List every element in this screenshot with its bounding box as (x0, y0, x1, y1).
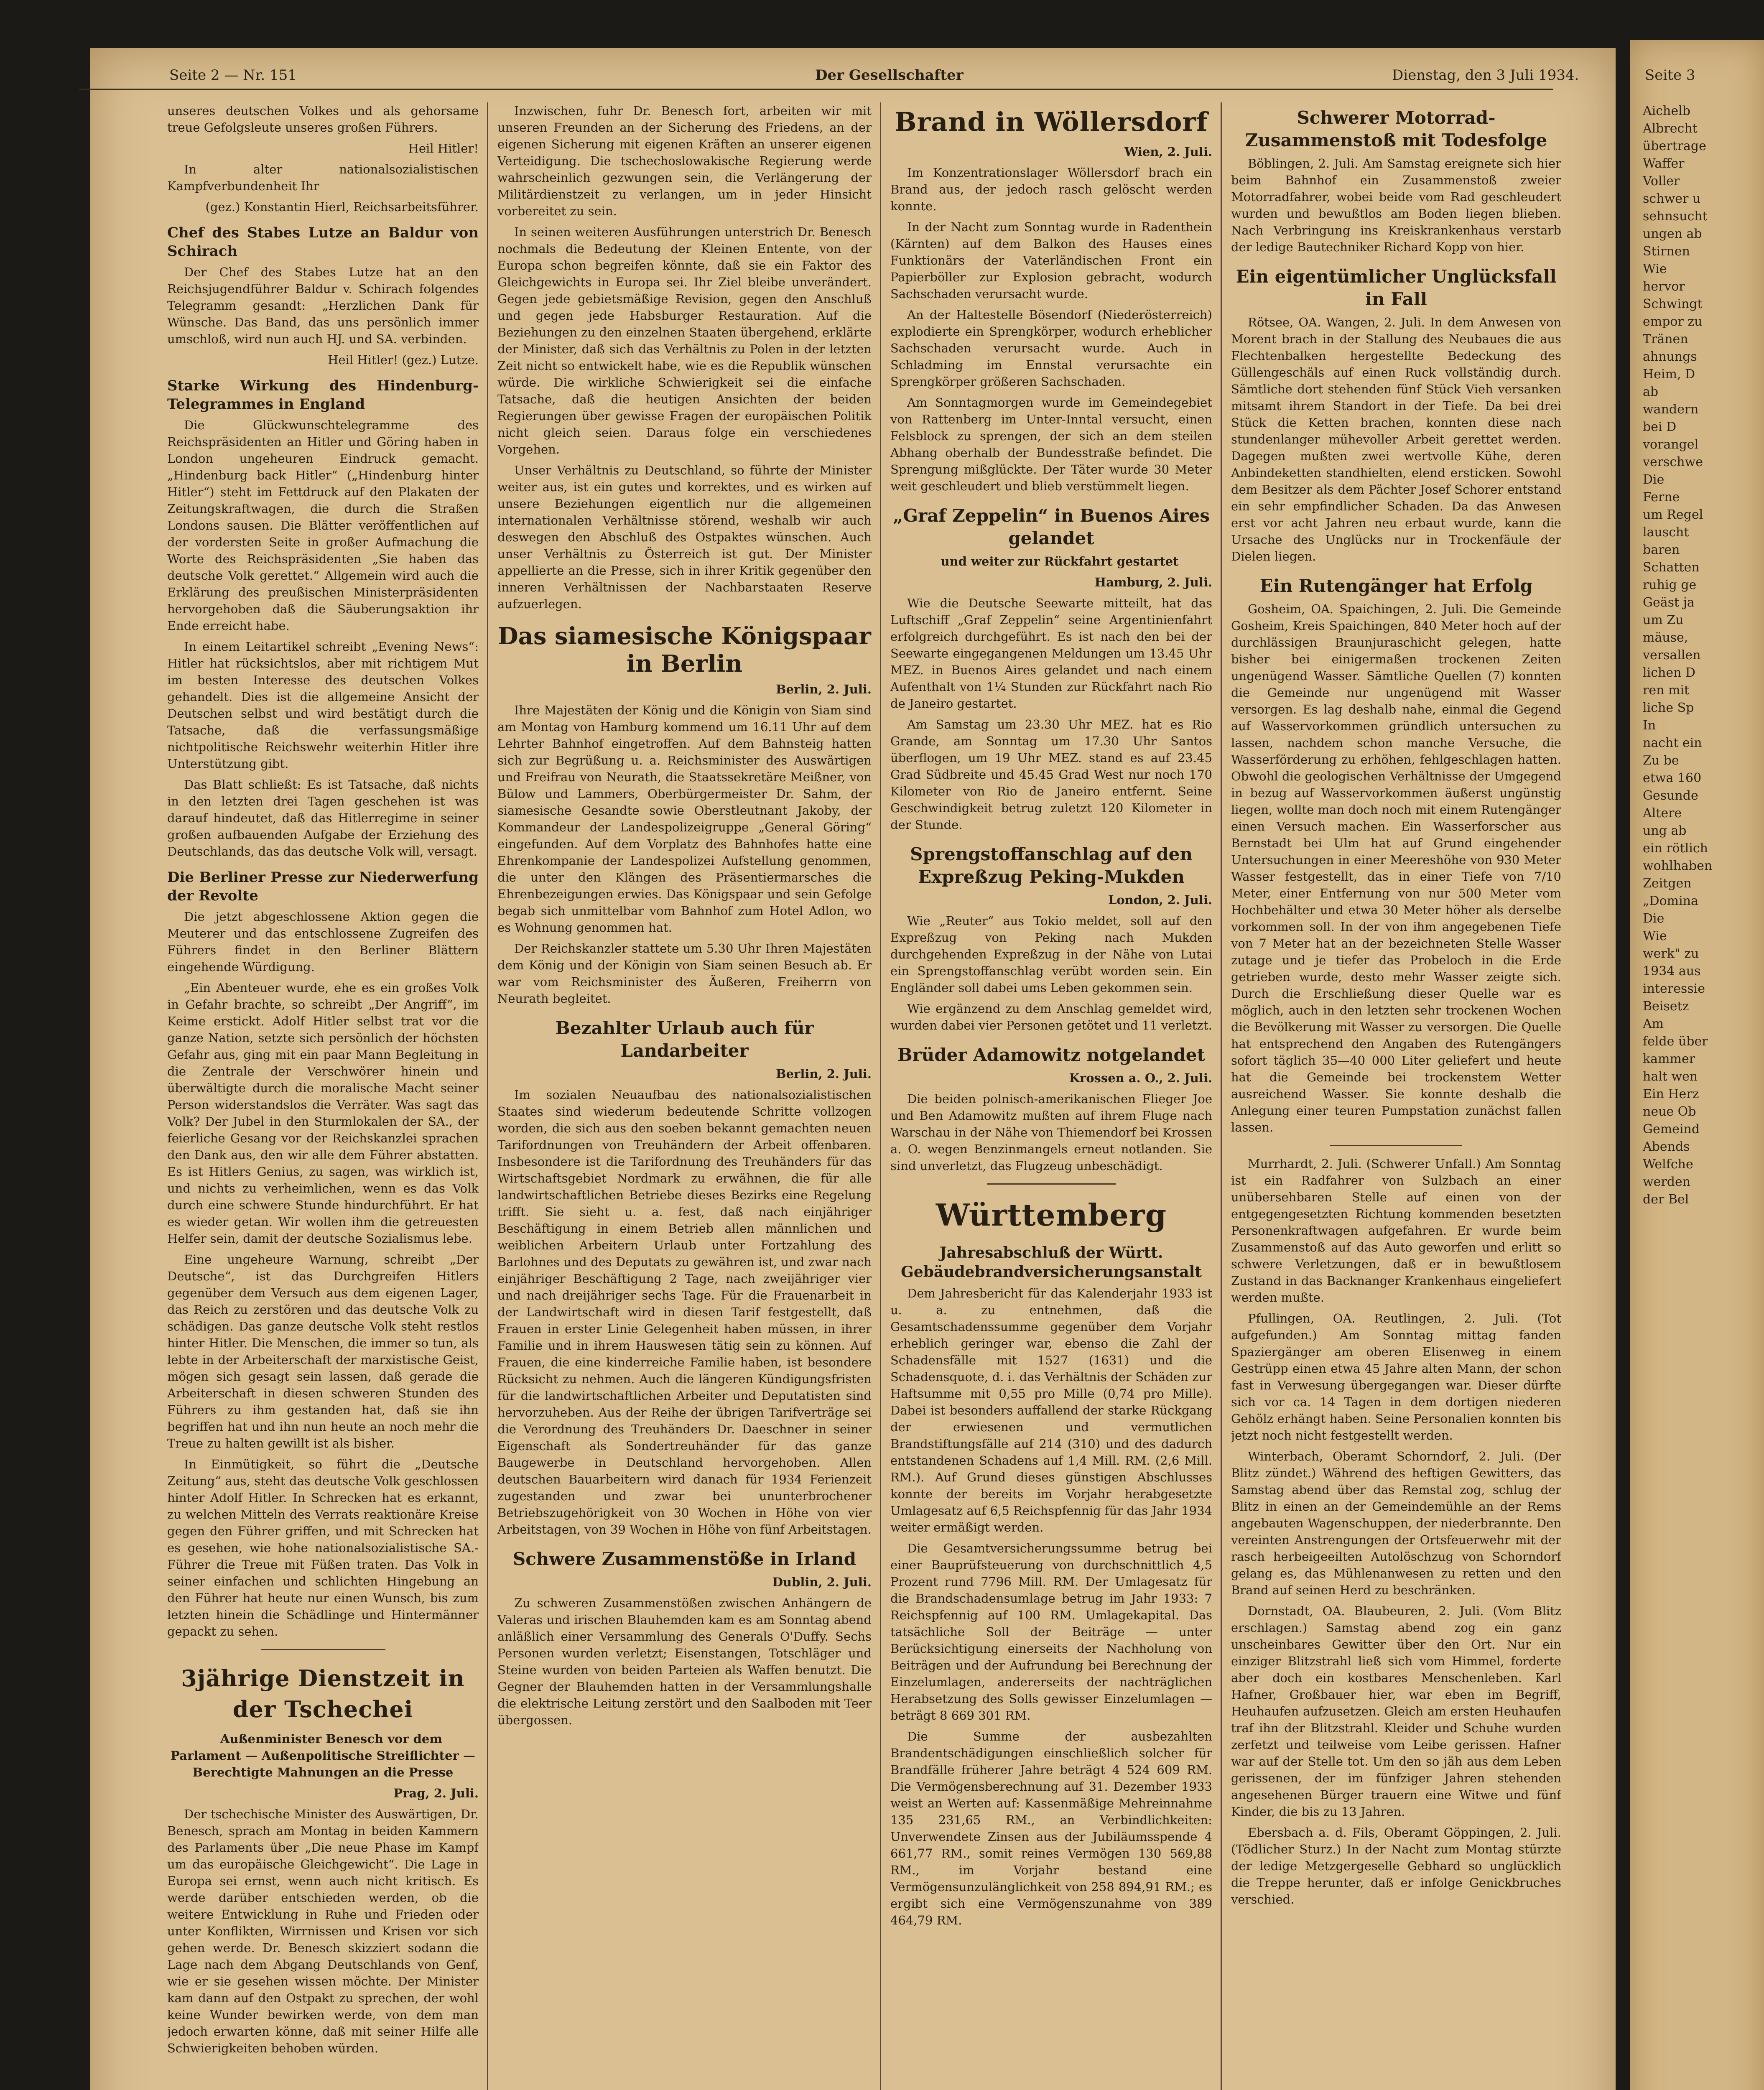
next-page-fragment: „Domina (1643, 894, 1698, 908)
article-text: Dem Jahresbericht für das Kalenderjahr 1933 ist u. a. zu entnehmen, daß die Gesamtschadenssumme gegenüber dem Vorjahr erheblich geringer war, ebenso die Zahl der Schadensfälle mit 1527 (1631) und die Schadensquote, d. i. das Verhältnis der Schäden zur Haftsumme mit 0,55 pro Mille (0,74 pro Mille). Dabei ist besonders auffallend der starke Rückgang der erwiesenen und vermutlichen Brandstiftungsfälle auf 214 (310) und des dadurch entstandenen Schadens auf 1,4 Mill. RM. (2,6 Mill. RM.). Auf Grund dieses günstigen Abschlusses konnte der bereits im Vorjahr herabgesetzte Umlagesatz auf 6,5 Reichspfennig für das Jahr 1934 weiter ermäßigt werden. (890, 1286, 1212, 1534)
column-3 (890, 102, 1212, 2090)
article-text: Gosheim, OA. Spaichingen, 2. Juli. Die Gemeinde Gosheim, Kreis Spaichingen, 840 Meter hoch auf der durchlässigen Braunjuraschicht gelegen, hatte bisher bei einigermaßen trockenen Zeiten ungenügend Wasser. Sämtliche Quellen (7) konnten die Gemeinde nur ungenügend mit Wasser versorgen. Es lag deshalb nahe, einmal die Gegend auf Wasservorkommen gründlich untersuchen zu lassen, nachdem schon manche Versuche, die Wasserförderung zu erhöhen, fehlgeschlagen hatten. Obwohl die geologischen Verhältnisse der Umgegend in bezug auf Wasservorkommen äußerst ungünstig liegen, wollte man doch noch mit einem Rutengänger einen Versuch machen. Ein Wasserforscher aus Bernstadt bei Ulm hat auf Grund eingehender Untersuchungen in einer Meereshöhe von 930 Meter Wasser festgestellt, das in einer Tiefe von 7/10 Meter, einer Entfernung von nur 500 Meter vom Hochbehälter und etwa 30 Meter höher als derselbe vorkommen soll. In der von ihm angegebenen Tiefe von 7 Meter hat an der bezeichneten Stelle Wasser zutage und je tiefer das Probeloch in die Erde getrieben wurde, desto mehr Wasser zeigte sich. Durch die Erschließung dieser Quelle war es möglich, auch in den letzten sehr trockenen Wochen die Bevölkerung mit Wasser zu versorgen. Die Quelle hat entsprechend den Angaben des Rutengängers sofort täglich 35—40 000 Liter geliefert und heute hat die Gemeinde bei trockenstem Wetter ausreichend Wasser. Sie konnte deshalb die Anlegung einer teuren Pumpstation zunächst fallen lassen. (1231, 602, 1561, 1134)
next-page-fragment: Die (1643, 911, 1665, 926)
next-page-fragment: wohlhaben (1643, 859, 1713, 873)
next-page-fragment: Schatten (1643, 560, 1700, 575)
next-page-fragments (1643, 102, 1712, 1208)
next-page-fragment: halt wen (1643, 1069, 1698, 1084)
next-page-fragment: wandern (1643, 402, 1699, 417)
headline: Sprengstoffanschlag auf den Expreßzug Peking-Mukden (910, 844, 1193, 887)
article-text: In Einmütigkeit, so führt die „Deutsche Zeitung“ aus, steht das deutsche Volk geschlossen hinter Adolf Hitler. In Schrecken hat es erkannt, zu welchen Mitteln des Verrats reaktionäre Kreise gegen den Führer griffen, und mit Schrecken hat es gesehen, wie hohe nationalsozialistische SA.-Führer die Treue mit Füßen traten. Das Volk in seiner einfachen und schlichten Hingebung an den Führer hat heute nur einen Wunsch, bis zum letzten hinein die Schädlinge und Hintermänner gepackt zu sehen. (167, 1457, 479, 1639)
headline: Das siamesische Königspaar in Berlin (498, 622, 871, 678)
next-page-fragment: empor zu (1643, 314, 1703, 329)
next-page-fragment: Die (1643, 472, 1665, 487)
headline: „Graf Zeppelin“ in Buenos Aires gelandet (893, 505, 1210, 548)
signature: (gez.) Konstantin Hierl, Reichsarbeitsführer. (205, 200, 479, 214)
next-page-fragment: Welfche (1643, 1157, 1693, 1172)
article-text: Dornstadt, OA. Blaubeuren, 2. Juli. (Vom Blitz erschlagen.) Samstag abend zog ein ganz unscheinbares Gewitter über den Ort. Nur ein einziger Blitzstrahl ließ sich vom Himmel, forderte aber doch ein kostbares Menschenleben. Karl Hafner, Großbauer hier, war eben im Begriff, Heuhaufen aufzusetzen. Gleich am ersten Heuhaufen traf ihn der Blitzstrahl. Kleider und Schuhe wurden zerfetzt und teilweise vom Leibe gerissen. Hafner war auf der Stelle tot. Um den so jäh aus dem Leben gerissenen, der im fünfziger Jahren stehenden angesehenen Bürger trauern eine Witwe und fünf Kinder, die bis zu 13 Jahren. (1231, 1604, 1561, 1819)
next-page-number: Seite 3 (1645, 67, 1695, 84)
article-text: Die jetzt abgeschlossene Aktion gegen die Meuterer und das entschlossene Zugreifen des Führers findet in den Berliner Blättern eingehende Würdigung. (167, 910, 479, 974)
article-text: Die Summe der ausbezahlten Brandentschädigungen einschließlich solcher für Brandfälle früherer Jahre beträgt 4 524 609 RM. Die Vermögensberechnung auf 31. Dezember 1933 weist an Werten auf: Kassenmäßige Mehreinnahme 135 231,65 RM., an Verbindlichkeiten: Unverwendete Zinsen aus der Jubiläumsspende 4 661,77 RM., somit reines Vermögen 130 569,88 RM., im Vorjahr bestand eine Vermögensunzulänglichkeit von 258 894,91 RM.; es ergibt sich eine Vermögenszunahme von 389 464,79 RM. (890, 1729, 1212, 1927)
next-page-fragment: ruhig ge (1643, 578, 1697, 592)
column-1 (167, 102, 479, 2090)
next-page-fragment: Gesunde (1643, 788, 1698, 803)
article-text: unseres deutschen Volkes und als gehorsame treue Gefolgsleute unseres großen Führers. (167, 104, 479, 135)
next-page-fragment: Gemeind (1643, 1122, 1700, 1137)
newspaper-title: Der Gesellschafter (815, 67, 964, 84)
next-page-fragment: Zu be (1643, 753, 1679, 768)
article-text: Zu schweren Zusammenstößen zwischen Anhängern de Valeras und irischen Blauhemden kam es am Sonntag abend anläßlich einer Versammlung des Generals O'Duffy. Sechs Personen wurden verletzt; Eisenstangen, Totschläger und Steine wurden von beiden Parteien als Waffen benutzt. Die Gegner der Blauhemden hatten in der Versammlungshalle die elektrische Leitung zerstört und den Saalboden mit Teer übergossen. (497, 1596, 872, 1727)
next-page-fragment: ungen ab (1643, 227, 1702, 241)
next-page-fragment: ein rötlich (1643, 841, 1708, 856)
dateline: Berlin, 2. Juli. (776, 682, 872, 696)
article-text: Der Chef des Stabes Lutze hat an den Reichsjugendführer Baldur v. Schirach folgendes Telegramm gesandt: „Herzlichen Dank für Wünsche. Das Band, das uns persönlich immer umschloß, wird nun auch HJ. und SA. verbinden. (167, 265, 479, 346)
dateline: Wien, 2. Juli. (1124, 145, 1212, 159)
article-text: Ebersbach a. d. Fils, Oberamt Göppingen, 2. Juli. (Tödlicher Sturz.) In der Nacht zum Montag stürzte der ledige Metzgergeselle Gebhard so unglücklich die Treppe herunter, daß er infolge Genickbruches verschied. (1231, 1825, 1561, 1906)
article-text: In seinen weiteren Ausführungen unterstrich Dr. Benesch nochmals die Bedeutung der Kleinen Entente, von der Europa schon begreifen könnte, daß sie ein Faktor des Gleichgewichts in Europa sei. Ihr Ziel bleibe unverändert. Gegen jede gebietsmäßige Revision, gegen den Anschluß und gegen jede Habsburger Restauration. Auf die Beziehungen zu den einzelnen Staaten übergehend, erklärte der Minister, daß sich das Verhältnis zu Polen in der letzten Zeit nicht so entwickelt habe, wie es die Republik wünschen würde. Die wirkliche Schwierigkeit sei die einfache Tatsache, daß die heutigen Ansichten der beiden Regierungen über gewisse Fragen der europäischen Politik nicht gleich seien. Daraus folge ein verschiedenes Vorgehen. (497, 225, 872, 456)
column-2 (497, 102, 872, 2090)
next-page-fragment: Waffer (1643, 156, 1685, 171)
next-page-fragment: felde über (1643, 1034, 1708, 1049)
article-text: In alter nationalsozialistischen Kampfverbundenheit Ihr (167, 162, 479, 193)
next-page-fragment: hervor (1643, 279, 1685, 294)
next-page-fragment: werden (1643, 1175, 1691, 1189)
headline: Ein eigentümlicher Unglücksfall in Fall (1236, 266, 1557, 309)
next-page-fragment: ahnungs (1643, 349, 1697, 364)
next-page-fragment: um Regel (1643, 507, 1703, 522)
article-text: Im sozialen Neuaufbau des nationalsozialistischen Staates sind wiederum bedeutende Schritte vollzogen worden, die sich aus den soeben bekannt gemachten neuen Tarifordnungen von Treuhändern der Arbeit offenbaren. Insbesondere ist die Tarifordnung des Treuhänders für das Wirtschaftsgebiet Nordmark zu erwähnen, die für alle landwirtschaftlichen Betriebe dieses Bezirks eine Regelung trifft. Sie sieht u. a. fest, daß nach einjähriger Beschäftigung in einem Betrieb allen männlichen und weiblichen Arbeitern Urlaub unter Fortzahlung des Barlohnes und des Deputats zu gewähren ist, und zwar nach einjähriger Beschäftigung 2 Tage, nach zweijähriger vier und nach dreijähriger sechs Tage. Für die Frauenarbeit in der Landwirtschaft wird in diesen Tarif festgestellt, daß Frauen in erster Linie Gelegenheit haben müssen, in ihrer Familie und in ihrem Hauswesen tätig sein zu können. Auf Frauen, die eine kinderreiche Familie haben, ist besondere Rücksicht zu nehmen. Auch die längeren Kündigungsfristen für die landwirtschaftlichen Arbeiter und Deputatisten sind hervorzuheben. Aus der Reihe der übrigen Tarifverträge sei die Verordnung des Treuhänders Dr. Daeschner in seiner Eigenschaft als Sondertreuhänder für das ganze Baugewerbe in Deutschland hervorgehoben. Allen deutschen Bauarbeitern wird danach für 1934 Ferienzeit zugestanden und zwar bei ununterbrochener Betriebszugehörigkeit von 30 Wochen in Höhe von vier Arbeitstagen, von 39 Wochen in Höhe von fünf Arbeitstagen. (497, 1088, 872, 1537)
headline: Brüder Adamowitz notgelandet (897, 1045, 1205, 1065)
next-page-fragment: mäuse, (1643, 630, 1688, 645)
next-page-fragment: baren (1643, 543, 1680, 557)
article-text: Das Blatt schließt: Es ist Tatsache, daß nichts in den letzten drei Tagen geschehen ist was darauf hindeutet, daß das Hitlerregime in seiner großen aufbauenden Aufgabe der Erziehung des Deutschlands, das das deutsche Volk will, versagt. (167, 777, 479, 859)
dateline: Dublin, 2. Juli. (772, 1575, 872, 1589)
next-page-fragment: Ferne (1643, 490, 1680, 505)
next-page-fragment: um Zu (1643, 613, 1684, 627)
next-page-fragment: Zeitgen (1643, 876, 1692, 891)
next-page-fragment: werk" zu (1643, 946, 1699, 961)
article-text: Wie „Reuter“ aus Tokio meldet, soll auf den Expreßzug von Peking nach Mukden durchgehenden Expreßzug in der Nähe von Lutai ein Sprengstoffanschlag verübt worden sein. Ein Engländer soll dabei ums Leben gekommen sein. (890, 914, 1212, 995)
section-title: Württemberg (936, 1197, 1167, 1233)
article-text: Winterbach, Oberamt Schorndorf, 2. Juli. (Der Blitz zündet.) Während des heftigen Gewitters, das Samstag abend über das Remstal zog, schlug der Blitz in einen an der Gemeindemühle an der Rems angebauten Wagenschuppen, der niederbrannte. Den vereinten Anstrengungen der Ortsfeuerwehr mit der rasch herbeigeeilten Autolöschzug von Schorndorf gelang es, das Mühlenanwesen zu retten und den Brand auf seinen Herd zu beschränken. (1231, 1449, 1561, 1597)
next-page-fragment: Albrecht (1643, 121, 1698, 136)
next-page-fragment: Beisetz (1643, 999, 1689, 1014)
next-page-fragment: In (1643, 718, 1656, 733)
next-page-fragment: Heim, D (1643, 367, 1695, 382)
dateline: Krossen a. O., 2. Juli. (1069, 1071, 1212, 1085)
article-text: Pfullingen, OA. Reutlingen, 2. Juli. (Tot aufgefunden.) Am Sonntag mittag fanden Spaziergänger am oberen Elisenweg in einem Gestrüpp einen etwa 45 Jahre alten Mann, der schon fast in Verwesung übergegangen war. Dieser dürfte sich vor ca. 14 Tagen in dem dortigen niederen Gehölz erhängt haben. Seine Personalien konnten bis jetzt noch nicht festgestellt werden. (1231, 1311, 1561, 1443)
subheadline: und weiter zur Rückfahrt gestartet (941, 554, 1179, 568)
signature: Heil Hitler! (gez.) Lutze. (328, 353, 479, 367)
article-text: Unser Verhältnis zu Deutschland, so führte der Minister weiter aus, ist ein gutes und korrektes, und es wirken auf unsere Beziehungen eigentlich nur die allgemeinen internationalen Verhältnisse störend, weshalb wir auch deswegen den Abschluß des Ostpaktes wünschen. Auch unser Verhältnis zu Österreich ist gut. Der Minister appellierte an die Presse, sich in ihrer Kritik gegenüber den inneren Verhältnissen der Nachbarstaaten Reserve aufzuerlegen. (497, 463, 872, 611)
article-text: Rötsee, OA. Wangen, 2. Juli. In dem Anwesen von Morent brach in der Stallung des Neubaues die aus Flechtenbalken hergestellte Bedeckung des Güllengeschäls auf einen Ruck vollständig durch. Sämtliche dort stehenden fünf Stück Vieh versanken mitsamt ihrem Standort in der Tiefe. Da bei drei Stück die Ketten brachen, konnten diese nach stundenlanger mühevoller Arbeit gerettet werden. Dagegen mußten zwei wertvolle Kühe, deren Anbindeketten standhielten, elend ersticken. Sowohl dem Besitzer als dem Pächter Josef Schorer entstand ein sehr empfindlicher Schaden. Da das Anwesen erst vor acht Jahren neu erbaut wurde, kann die Ursache des Unglücks nur in Trockenfäule der Dielen liegen. (1231, 315, 1561, 563)
headline: 3jährige Dienstzeit in der Tschechei (181, 1665, 465, 1723)
next-page-fragment: Aichelb (1643, 104, 1690, 118)
column-rule (487, 102, 488, 2090)
article-text: Die beiden polnisch-amerikanischen Flieger Joe und Ben Adamowitz mußten auf ihrem Fluge nach Warschau in der Nähe von Thiemendorf bei Krossen a. O. wegen Benzinmangels erneut notlanden. Sie sind unverletzt, das Flugzeug unbeschädigt. (890, 1092, 1212, 1173)
article-text: Murrhardt, 2. Juli. (Schwerer Unfall.) Am Sonntag ist ein Radfahrer von Sulzbach an einer unübersehbaren Stelle auf einen von der entgegengesetzten Richtung kommenden besetzten Personenkraftwagen aufgefahren. Er wurde beim Zusammenstoß auf das Auto geworfen und erlitt so schwere Verletzungen, daß er in bewußtlosem Zustand in das Backnanger Krankenhaus eingeliefert werden mußte. (1231, 1157, 1561, 1305)
next-page-fragment: Voller (1643, 174, 1680, 189)
headline: Schwerer Motorrad-Zusammenstoß mit Todesfolge (1245, 107, 1547, 150)
next-page-fragment: interessie (1643, 981, 1705, 996)
headline: Starke Wirkung des Hindenburg-Telegrammes in England (167, 377, 479, 413)
headline: Chef des Stabes Lutze an Baldur von Schirach (167, 224, 479, 260)
next-page-fragment: übertrage (1643, 139, 1706, 153)
next-page-fragment: ren mit (1643, 683, 1690, 698)
column-rule (1221, 102, 1222, 2090)
next-page-fragment: Ein Herz (1643, 1087, 1699, 1101)
article-text: Inzwischen, fuhr Dr. Benesch fort, arbeiten wir mit unseren Freunden an der Sicherung des Friedens, an der eigenen Sicherung mit eigenen Kräften an unserer eigenen Verteidigung. Die tschechoslowakische Regierung werde wahrscheinlich gezwungen sein, die Verlängerung der Militärdienstzeit zu verlangen, um in jeder Hinsicht vorbereitet zu sein. (497, 104, 872, 218)
headline: Schwere Zusammenstöße in Irland (512, 1549, 857, 1569)
article-text: Der tschechische Minister des Auswärtigen, Dr. Benesch, sprach am Montag in beiden Kammern des Parlaments über „Die neue Phase im Kampf um das europäische Gleichgewicht“. Die Lage in Europa sei ernst, wenn auch nicht kritisch. Es werde darüber entschieden werden, ob die weitere Entwicklung in Ruhe und Frieden oder unter Konflikten, Wirrnissen und Krisen vor sich gehen werde. Dr. Benesch skizziert sodann die Lage nach dem Abgang Deutschlands von Genf, wie er sie gesehen wissen möchte. Der Minister kam dann auf den Ostpakt zu sprechen, der wohl keine Wunder bewirken werde, von dem man jedoch erwarten könne, daß mit seiner Hilfe alle Schwierigkeiten behoben würden. (167, 1807, 479, 2055)
next-newspaper-page-edge (1630, 40, 1764, 2090)
next-page-fragment: 1934 aus (1643, 964, 1701, 979)
article-text: Am Samstag um 23.30 Uhr MEZ. hat es Rio Grande, am Sonntag um 17.30 Uhr Santos überflogen, um 19 Uhr MEZ. stand es auf 23.45 Grad Südbreite und 45.45 Grad West nur noch 170 Kilometer von Rio de Janeiro entfernt. Seine Geschwindigkeit betrug zuletzt 120 Kilometer in der Stunde. (890, 717, 1212, 832)
article-text: Die Gesamtversicherungssumme betrug bei einer Bauprüfsteuerung von durchschnittlich 4,5 Prozent rund 7796 Mill. RM. Der Umlagesatz für die Brandschadensumlage betrug im Jahr 1933: 7 Reichspfennig auf 100 RM. Umlagekapital. Das tatsächliche Soll der Beiträge — unter Berücksichtigung einerseits der Nachholung von Beiträgen und der Aufrundung bei Berechnung der Einzelumlagen, andererseits der nachträglichen Herabsetzung des Solls gewisser Einzelumlagen — beträgt 8 669 301 RM. (890, 1541, 1212, 1723)
salutation: Heil Hitler! (408, 141, 479, 155)
next-page-fragment: nacht ein (1643, 736, 1702, 750)
dateline: Berlin, 2. Juli. (776, 1067, 872, 1081)
column-rule (880, 102, 881, 2090)
dateline: Prag, 2. Juli. (393, 1786, 479, 1800)
article-text: Die Glückwunschtelegramme des Reichspräsidenten an Hitler und Göring haben in London ungeheuren Eindruck gemacht. „Hindenburg back Hitler“ („Hindenburg hinter Hitler“) steht im Fettdruck auf den Plakaten der Zeitungskraftwagen, die durch die Straßen Londons sausen. Die Blätter veröffentlichen auf der vordersten Seite in großer Aufmachung die Worte des Reichspräsidenten „Sie haben das deutsche Volk gerettet.“ Allgemein wird auch die Erklärung des preußischen Ministerpräsidenten hervorgehoben daß die Säuberungsaktion ihr Ende erreicht habe. (167, 418, 479, 633)
next-page-fragment: kammer (1643, 1052, 1695, 1066)
headline: Die Berliner Presse zur Niederwerfung der Revolte (167, 869, 479, 904)
article-text: An der Haltestelle Bösendorf (Niederösterreich) explodierte ein Sprengkörper, wodurch erheblicher Sachschaden verursacht wurde. Auch in Schladming im Ennstal verursachte ein Sprengkörper größeren Sachschaden. (890, 308, 1212, 389)
article-text: Am Sonntagmorgen wurde im Gemeindegebiet von Rattenberg im Unter-Inntal versucht, einen Felsblock zu sprengen, der sich an dem steilen Abhang oberhalb der Bundesstraße befindet. Die Sprengung mißglückte. Der Täter wurde 30 Meter weit geschleudert und blieb verstümmelt liegen. (890, 395, 1212, 493)
next-page-fragment: bei D (1643, 420, 1677, 434)
page-number: Seite 2 — Nr. 151 (169, 67, 297, 84)
next-page-fragment: Wie (1643, 929, 1667, 943)
separator (1330, 1145, 1462, 1146)
next-page-fragment: Abends (1643, 1139, 1690, 1154)
article-text: Der Reichskanzler stattete um 5.30 Uhr Ihren Majestäten dem König und der Königin von Siam seinen Besuch ab. Er war vom Reichsminister des Äußeren, Freiherrn von Neurath begleitet. (497, 941, 872, 1006)
dateline: Hamburg, 2. Juli. (1094, 575, 1212, 589)
article-text: In der Nacht zum Sonntag wurde in Radenthein (Kärnten) auf dem Balkon des Hauses eines Funktionärs der Vaterländischen Front ein Papierböller zur Explosion gebracht, wodurch Sachschaden verursacht wurde. (890, 220, 1212, 301)
next-page-fragment: liche Sp (1643, 701, 1694, 715)
issue-date: Dienstag, den 3 Juli 1934. (1392, 67, 1579, 84)
next-page-fragment: lauscht (1643, 525, 1689, 540)
column-4 (1231, 102, 1561, 2090)
next-page-fragment: vorangel (1643, 437, 1699, 452)
headline: Ein Rutengänger hat Erfolg (1259, 576, 1533, 596)
next-page-fragment: ung ab (1643, 823, 1687, 838)
next-page-fragment: lichen D (1643, 665, 1695, 680)
headline: Brand in Wöllersdorf (895, 107, 1208, 137)
next-page-fragment: Altere (1643, 806, 1682, 821)
next-page-fragment: schwer u (1643, 191, 1701, 206)
next-page-fragment: versallen (1643, 648, 1701, 663)
headline: Jahresabschluß der Württ. Gebäudebrandversicherungsanstalt (901, 1244, 1202, 1281)
subheadline: Außenminister Benesch vor dem Parlament — Außenpolitische Streiflichter — Berechtigte Mahnungen an die Presse (171, 1732, 475, 1779)
next-page-fragment: Geäst ja (1643, 595, 1695, 610)
next-page-fragment: Tränen (1643, 332, 1688, 347)
article-text: Eine ungeheure Warnung, schreibt „Der Deutsche“, ist das Durchgreifen Hitlers gegenüber dem Versuch aus dem eigenen Lager, das Reich zu zerstören und das deutsche Volk zu schädigen. Das ganze deutsche Volk steht restlos hinter Hitler. Die Menschen, die immer so tun, als lebte in der Arbeiterschaft der marxistische Geist, mögen sich gesagt sein lassen, daß gerade die Arbeiterschaft in diesen schweren Stunden des Führers zu ihm gestanden hat, daß sie ihn begriffen hat und ihn nun heute an noch mehr die Treue zu halten gewillt ist als bisher. (167, 1252, 479, 1450)
article-text: Wie die Deutsche Seewarte mitteilt, hat das Luftschiff „Graf Zeppelin“ seine Argentinienfahrt erfolgreich durchgeführt. Es ist nach den bei der Seewarte eingegangenen Meldungen um 13.45 Uhr MEZ. in Buenos Aires gelandet und nach einem Aufenthalt von 1¼ Stunden zur Rückfahrt nach Rio de Janeiro gestartet. (890, 596, 1212, 711)
next-page-fragment: etwa 160 (1643, 771, 1702, 785)
article-text: Wie ergänzend zu dem Anschlag gemeldet wird, wurden dabei vier Personen getötet und 11 verletzt. (890, 1002, 1212, 1032)
dateline: London, 2. Juli. (1108, 893, 1212, 907)
separator (987, 1183, 1116, 1185)
header-rule (79, 89, 1553, 90)
next-page-fragment: Wie (1643, 262, 1667, 276)
next-page-fragment: verschwe (1643, 455, 1703, 469)
separator (261, 1649, 385, 1650)
next-page-fragment: neue Ob (1643, 1104, 1696, 1119)
headline: Bezahlter Urlaub auch für Landarbeiter (555, 1018, 814, 1061)
article-text: „Ein Abenteuer wurde, ehe es ein großes Volk in Gefahr brachte, so schreibt „Der Angriff“, im Keime erstickt. Adolf Hitler selbst trat vor die ganze Nation, setzte sich persönlich der höchsten Gefahr aus, ging mit ein paar Mann Begleitung in die Zentrale der Verschwörer hinein und überwältigte durch die moralische Macht seiner Person widerstandslos die Verräter. Was sagt das Volk? Der Jubel in den Sturmlokalen der SA., der feierliche Gesang vor der Reichskanzlei sprachen den Dank aus, den wir alle dem Führer abstatten. Es ist Hitlers Genius, zu sagen, was wirklich ist, und nichts zu verheimlichen, wenn es das Volk durch eine schwere Stunde hindurchführt. Er hat es wieder getan. Wir wollen ihm die getreuesten Helfer sein, damit der deutsche Sozialismus lebe. (167, 981, 479, 1246)
article-text: Ihre Majestäten der König und die Königin von Siam sind am Montag von Hamburg kommend um 16.11 Uhr auf dem Lehrter Bahnhof eingetroffen. Auf dem Bahnsteig hatten sich zur Begrüßung u. a. Reichsminister des Auswärtigen und Freifrau von Neurath, die Staatssekretäre Meißner, von Bülow und Lammers, Oberbürgermeister Dr. Sahm, der siamesische Gesandte sowie Oberstleutnant Jakoby, der Kommandeur der Landespolizeigruppe „General Göring“ eingefunden. Auf dem Vorplatz des Bahnhofes hatte eine Ehrenkompanie der Landespolizei Aufstellung genommen, die unter den Klängen des Präsentiermarsches die Ehrenbezeigungen erwies. Das Königspaar und sein Gefolge begab sich unmittelbar vom Bahnhof zum Hotel Adlon, wo es Wohnung genommen hat. (497, 703, 872, 935)
next-page-fragment: Am (1643, 1017, 1664, 1031)
next-page-fragment: Stirnen (1643, 244, 1690, 259)
article-text: Böblingen, 2. Juli. Am Samstag ereignete sich hier beim Bahnhof ein Zusammenstoß zweier Motorradfahrer, wobei beide vom Rad geschleudert wurden und bewußtlos am Boden liegen blieben. Nach Verbringung ins Kreiskrankenhaus verstarb der ledige Bautechniker Richard Kopp von hier. (1231, 156, 1561, 254)
article-text: Im Konzentrationslager Wöllersdorf brach ein Brand aus, der jedoch rasch gelöscht werden konnte. (890, 166, 1212, 213)
next-page-fragment: sehnsucht (1643, 209, 1708, 224)
next-page-fragment: der Bel (1643, 1192, 1689, 1207)
next-page-fragment: ab (1643, 385, 1659, 399)
next-page-fragment: Schwingt (1643, 297, 1703, 311)
article-text: In einem Leitartikel schreibt „Evening News“: Hitler hat rücksichtslos, aber mit richtigem Mut im besten Interesse des deutschen Volkes gehandelt. Dies ist die allgemeine Ansicht der Deutschen selbst und wird bestätigt durch die Tatsache, daß die verfassungsmäßige nichtpolitische Reichswehr weiterhin Hitler ihre Unterstützung gibt. (167, 640, 479, 771)
